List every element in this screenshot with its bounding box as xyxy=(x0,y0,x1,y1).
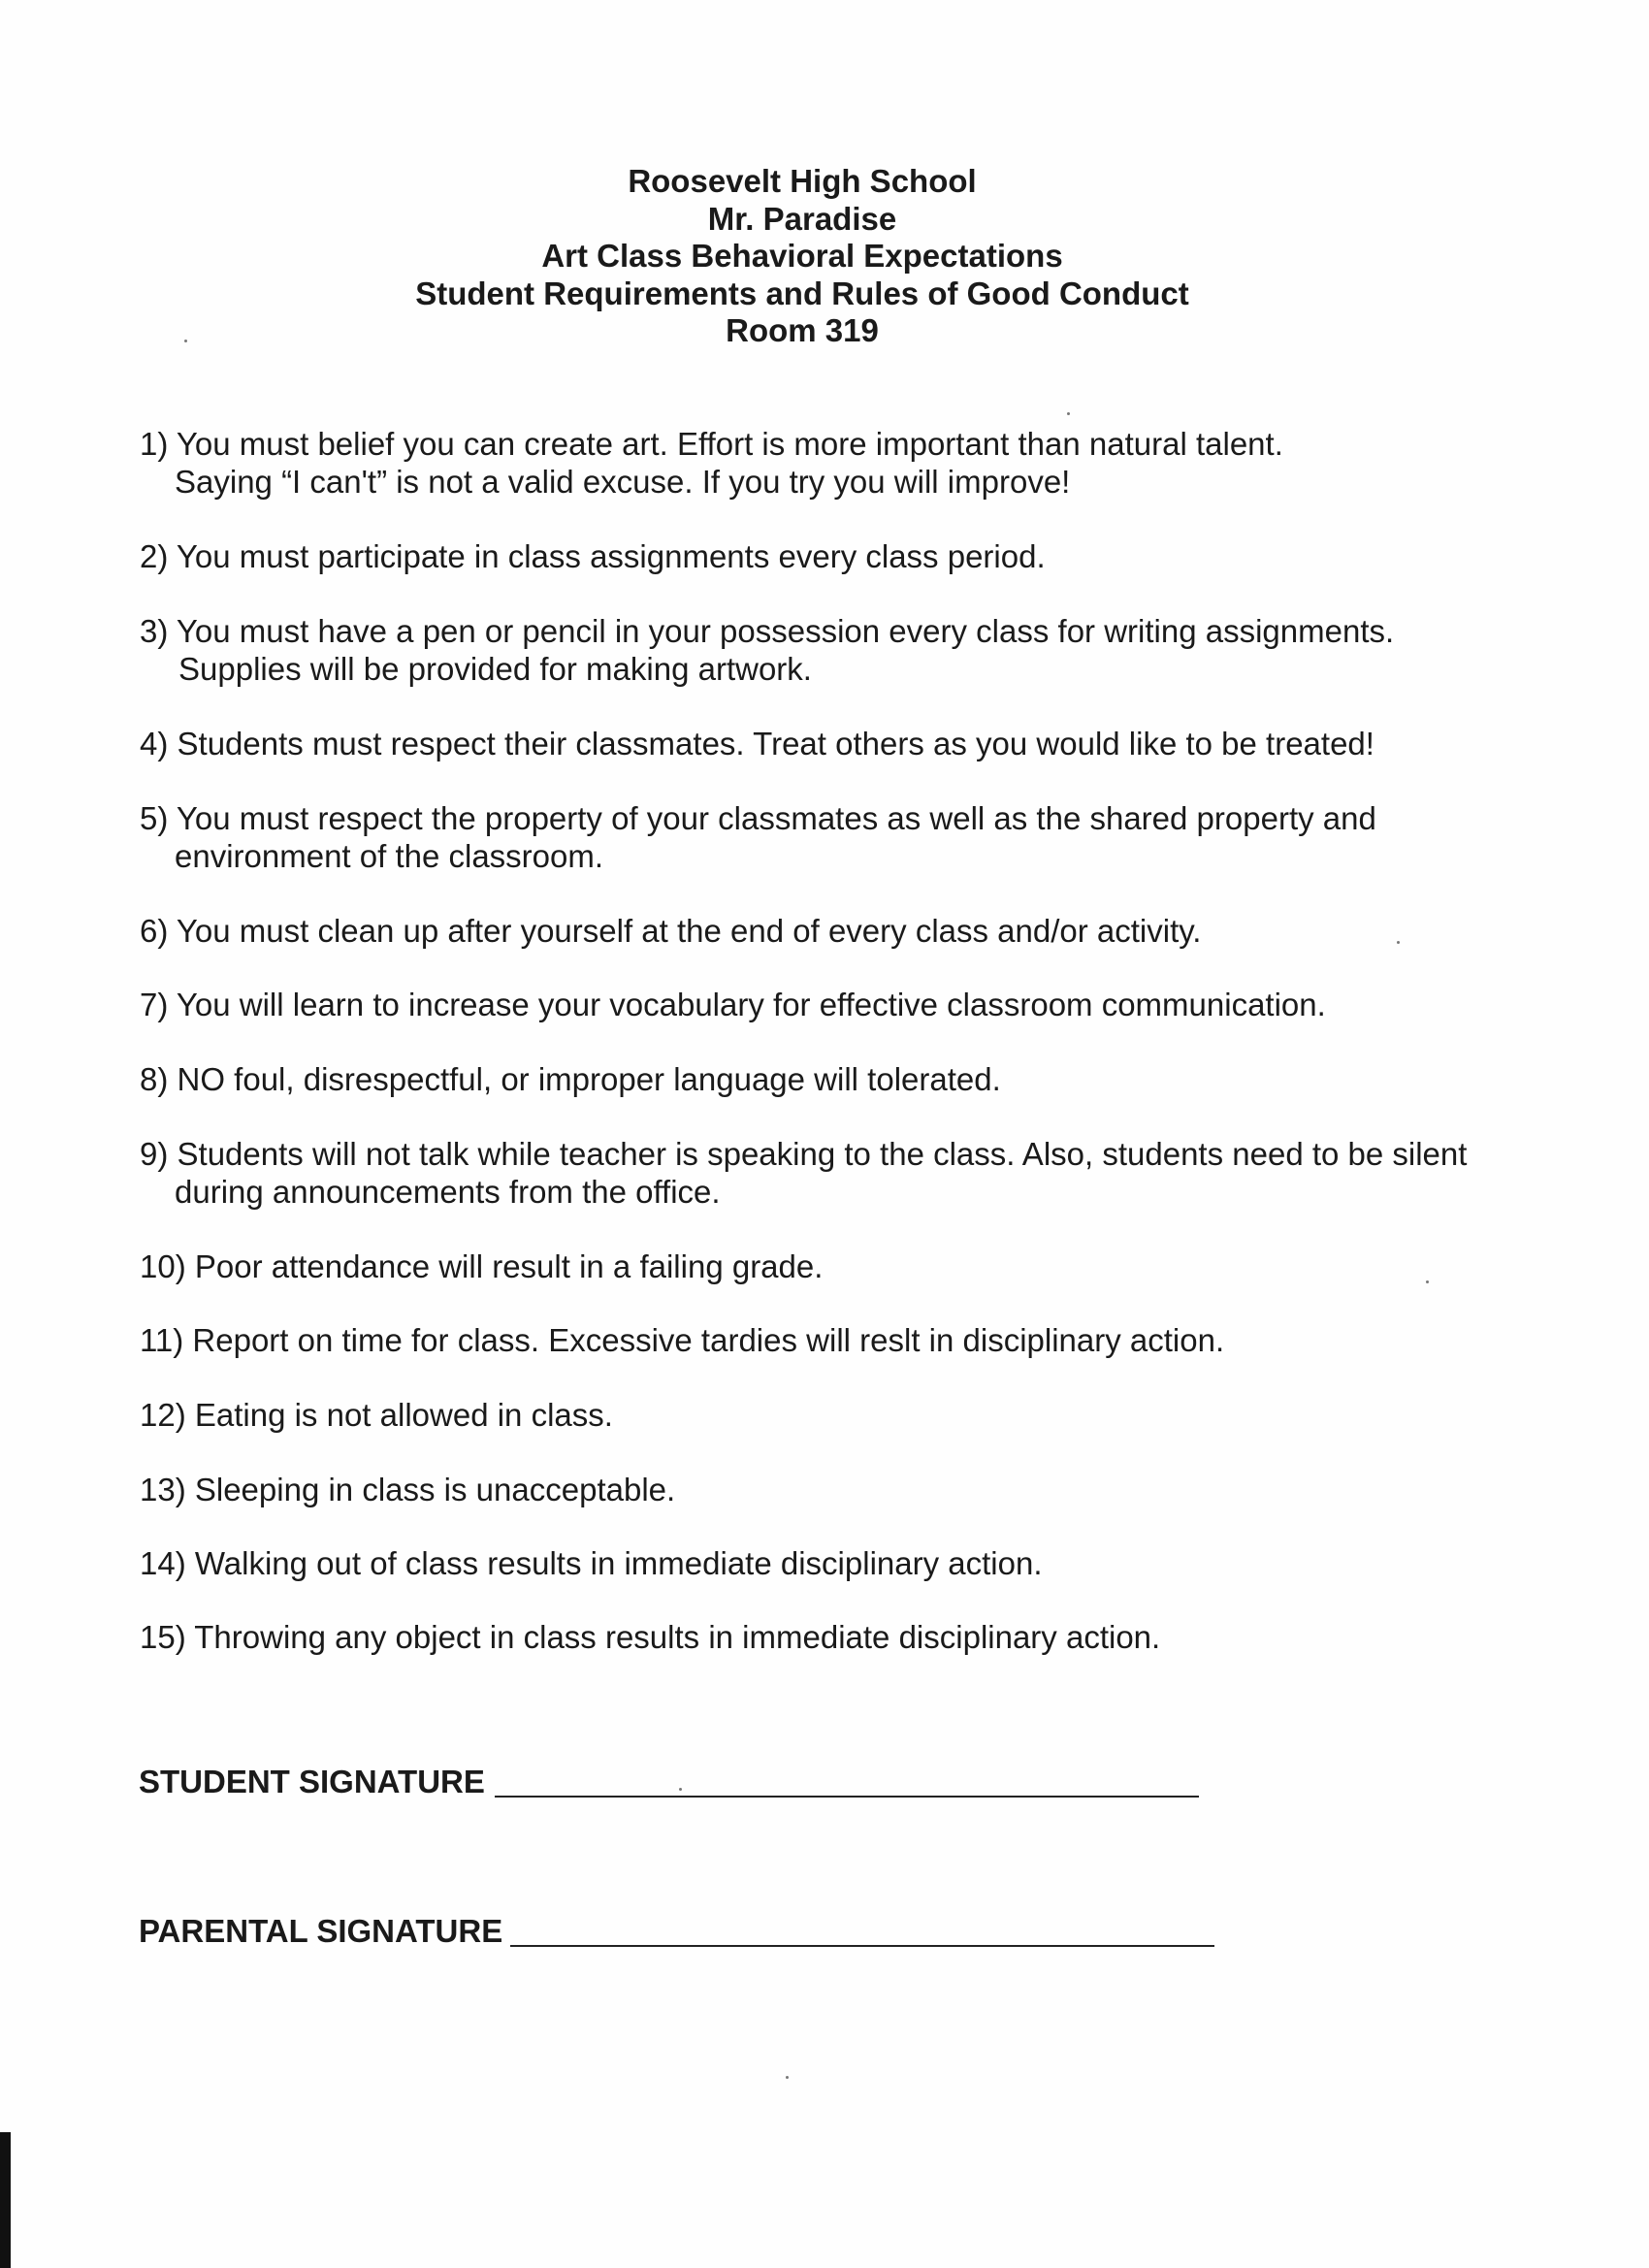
rule-text: 3) You must have a pen or pencil in your possession every class for writing assignments. xyxy=(140,613,1395,649)
rule-item-1 xyxy=(140,425,1283,501)
scan-speck xyxy=(679,1788,682,1791)
scan-edge-mark xyxy=(0,2132,11,2268)
scan-speck xyxy=(1426,1280,1429,1283)
rule-item-14 xyxy=(140,1544,1043,1582)
rule-item-13 xyxy=(140,1471,675,1508)
rule-text: 14) Walking out of class results in immediate disciplinary action. xyxy=(140,1545,1043,1581)
rule-text: 10) Poor attendance will result in a failing grade. xyxy=(140,1248,824,1284)
scan-speck xyxy=(1067,412,1070,415)
rule-text: 13) Sleeping in class is unacceptable. xyxy=(140,1472,676,1507)
rule-text: 11) Report on time for class. Excessive tardies will reslt in disciplinary action. xyxy=(140,1322,1225,1358)
rule-item-6 xyxy=(140,912,1201,950)
rule-item-4 xyxy=(140,725,1374,762)
rule-text: 7) You will learn to increase your vocabulary for effective classroom communication. xyxy=(140,987,1326,1022)
room-number: Room 319 xyxy=(726,312,879,348)
rule-continuation: during announcements from the office. xyxy=(175,1174,721,1210)
rule-text: 1) You must belief you can create art. Effort is more important than natural talent. xyxy=(140,426,1283,462)
rule-item-11 xyxy=(140,1321,1224,1359)
rule-continuation: environment of the classroom. xyxy=(175,838,604,874)
rule-text: 6) You must clean up after yourself at the end of every class and/or activity. xyxy=(140,913,1202,949)
rule-item-9 xyxy=(140,1135,1467,1211)
rule-item-3 xyxy=(140,612,1394,688)
rule-item-15 xyxy=(140,1618,1160,1656)
rule-text: 4) Students must respect their classmates. Treat others as you would like to be treated! xyxy=(140,726,1374,761)
document-header xyxy=(0,163,1604,350)
parental-signature-line[interactable] xyxy=(510,1945,1214,1947)
rule-text: 5) You must respect the property of your classmates as well as the shared property and xyxy=(140,800,1376,836)
rule-item-12 xyxy=(140,1396,613,1434)
rule-continuation: Supplies will be provided for making artwork. xyxy=(178,651,812,687)
rule-item-10 xyxy=(140,1247,823,1285)
document-subtitle: Student Requirements and Rules of Good Conduct xyxy=(415,275,1189,311)
scan-speck xyxy=(786,2076,789,2079)
parental-signature-label: PARENTAL SIGNATURE xyxy=(139,1913,503,1949)
rule-text: 9) Students will not talk while teacher is speaking to the class. Also, students need to be silent xyxy=(140,1136,1468,1172)
document-title: Art Class Behavioral Expectations xyxy=(541,238,1063,274)
teacher-name: Mr. Paradise xyxy=(707,200,897,237)
scan-speck xyxy=(184,340,187,342)
school-name: Roosevelt High School xyxy=(628,163,977,199)
rule-item-5 xyxy=(140,799,1376,875)
rule-text: 2) You must participate in class assignments every class period. xyxy=(140,538,1046,574)
rule-continuation: Saying “I can't” is not a valid excuse. If you try you will improve! xyxy=(175,464,1071,500)
student-signature-line[interactable] xyxy=(495,1796,1199,1798)
rule-item-2 xyxy=(140,537,1046,575)
rule-text: 15) Throwing any object in class results in immediate disciplinary action. xyxy=(140,1619,1161,1655)
scan-speck xyxy=(1397,941,1400,944)
rule-text: 8) NO foul, disrespectful, or improper language will tolerated. xyxy=(140,1061,1001,1097)
rule-text: 12) Eating is not allowed in class. xyxy=(140,1397,613,1433)
student-signature-label: STUDENT SIGNATURE xyxy=(139,1764,485,1799)
rule-item-8 xyxy=(140,1060,1001,1098)
rule-item-7 xyxy=(140,986,1326,1023)
